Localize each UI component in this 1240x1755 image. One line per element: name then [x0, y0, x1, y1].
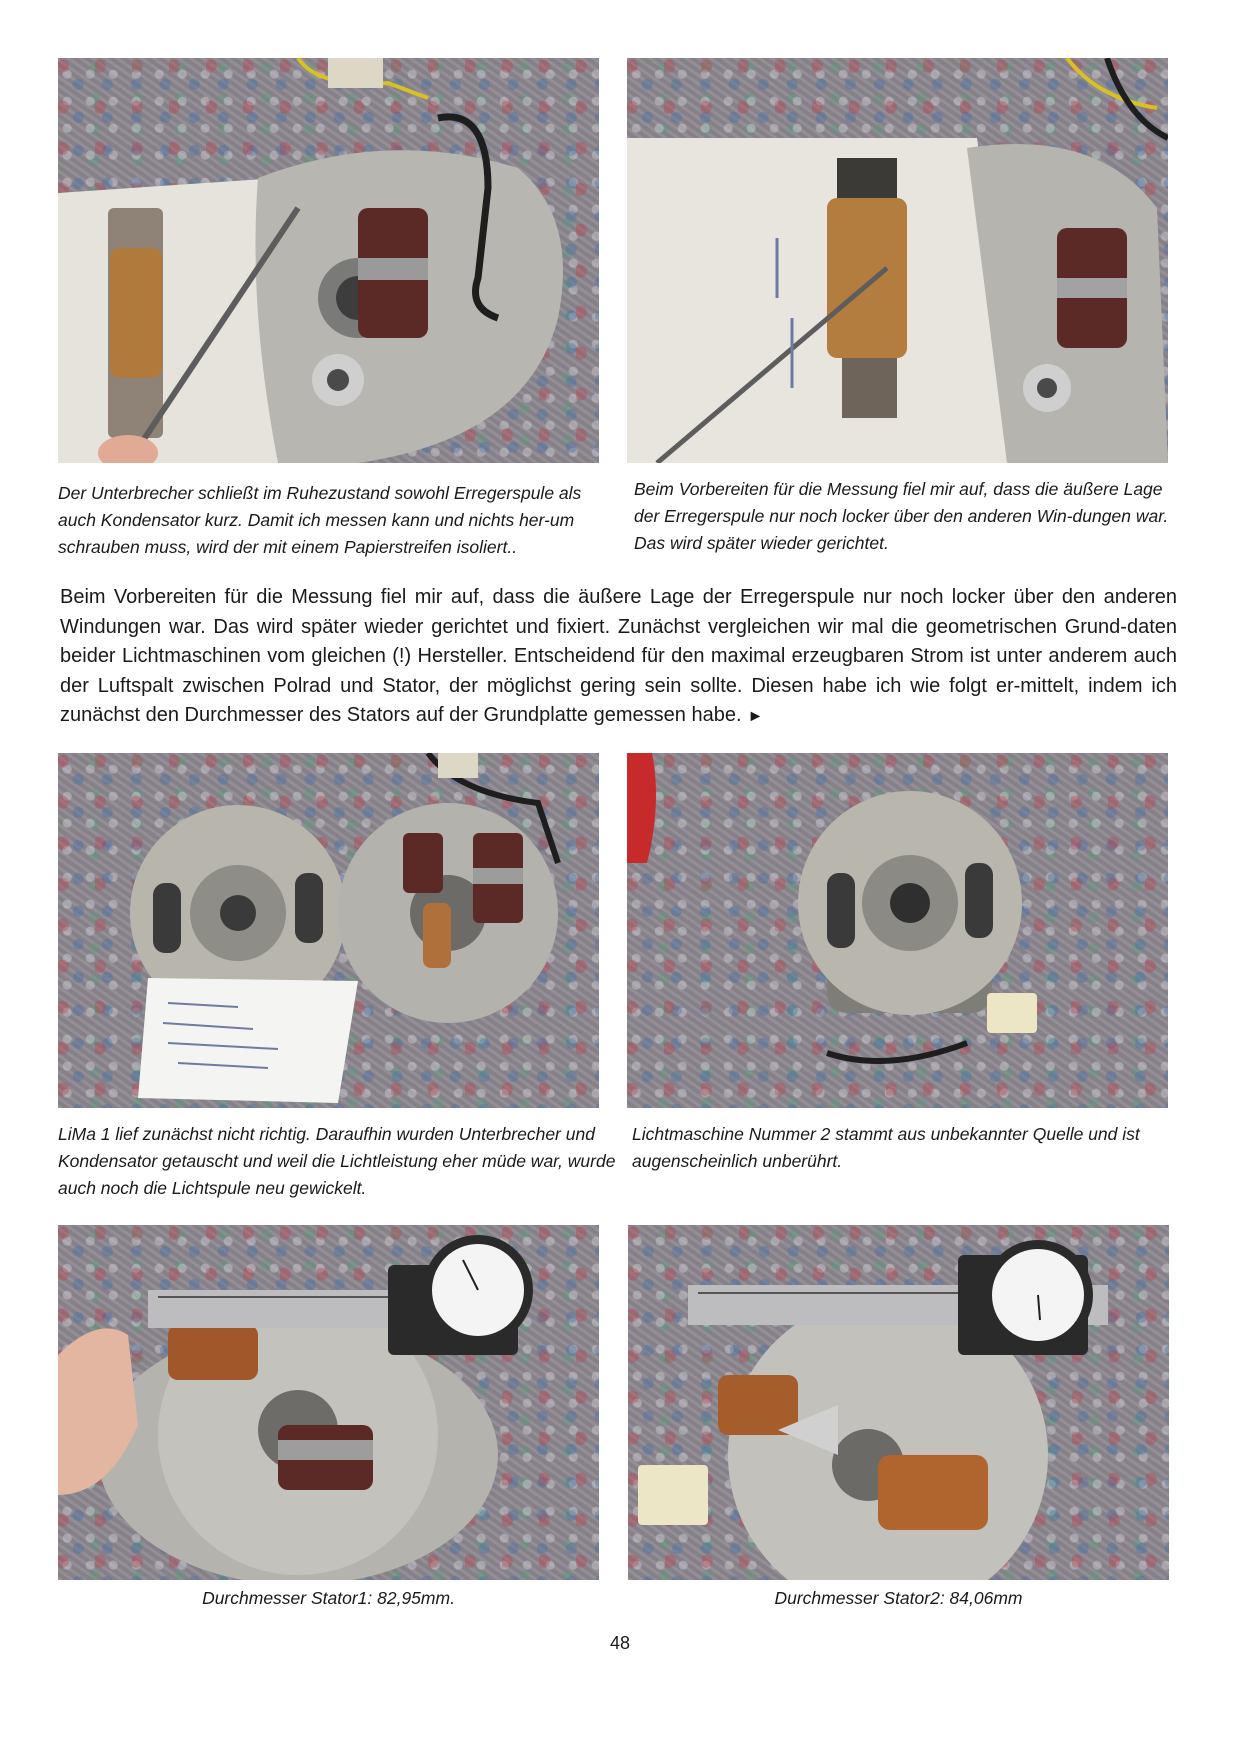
continue-arrow-icon: ►: [747, 708, 764, 725]
page-number: 48: [609, 1633, 631, 1653]
caption-photo-4: Lichtmaschine Nummer 2 stammt aus unbekannter Quelle und ist augenscheinlich unberührt.: [632, 1124, 1140, 1171]
caption-photo-3: LiMa 1 lief zunächst nicht richtig. Daraufhin wurden Unterbrecher und Kondensator getauscht und weil die Lichtleistung eher müde war, wurde auch noch die Lichtspule neu gewickelt.: [58, 1124, 616, 1198]
photo-coil-screwdriver: [58, 58, 599, 463]
caption-photo-6: Durchmesser Stator2: 84,06mm: [774, 1588, 1023, 1608]
caption-photo-5: Durchmesser Stator1: 82,95mm.: [202, 1588, 455, 1608]
photo-lima1-rotor-stator: [58, 753, 599, 1108]
body-paragraph: [60, 583, 1177, 732]
photo-lima2-unknown-source: [627, 753, 1168, 1108]
caption-photo-1: Der Unterbrecher schließt im Ruhezustand sowohl Erregerspule als auch Kondensator kurz. Damit ich messen kann und nichts her-um schrauben muss, wird der mit einem Papierstreifen isoliert..: [58, 483, 582, 557]
photo-caliper-stator-1: [58, 1225, 599, 1580]
photo-exciter-coil-closeup: [627, 58, 1168, 463]
photo-caliper-stator-2: [628, 1225, 1169, 1580]
caption-photo-2: Beim Vorbereiten für die Messung fiel mir auf, dass die äußere Lage der Erregerspule nur noch locker über den anderen Win-dungen war. Das wird später wieder gerichtet.: [634, 479, 1169, 553]
body-paragraph-text: Beim Vorbereiten für die Messung fiel mir auf, dass die äußere Lage der Erregerspule nur noch locker über den anderen Windungen war. Das wird später wieder gerichtet und fixiert. Zunächst vergleichen wir mal die geometrischen Grund-daten beider Lichtmaschinen vom gleichen (!) Hersteller. Entscheidend für den maximal erzeugbaren Strom ist unter anderem auch der Luftspalt zwischen Polrad und Stator, der möglichst gering sein sollte. Diesen habe ich wie folgt er-mittelt, indem ich zunächst den Durchmesser des Stators auf der Grundplatte gemessen habe.: [60, 586, 1177, 726]
